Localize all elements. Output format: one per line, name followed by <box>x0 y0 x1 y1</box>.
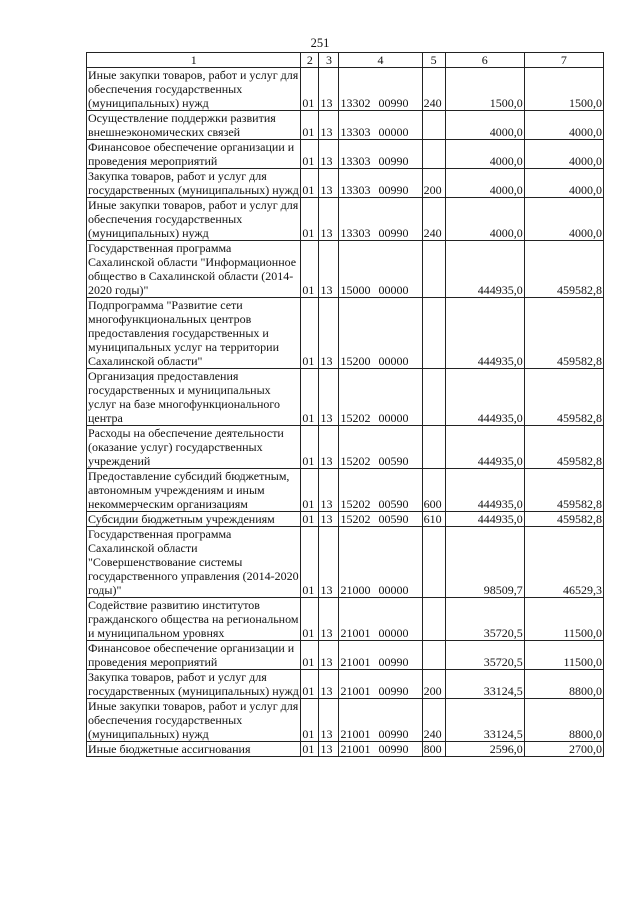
amount-column-6: 4000,0 <box>445 140 524 169</box>
row-description: Государственная программа Сахалинской области "Совершенствование системы государственного управления (2014-2020 годы)" <box>87 527 301 598</box>
subsection-code: 13 <box>319 68 339 111</box>
column-header: 7 <box>524 53 603 68</box>
row-description: Субсидии бюджетным учреждениям <box>87 512 301 527</box>
target-article-code <box>339 298 422 369</box>
subsection-code: 13 <box>319 469 339 512</box>
expense-type-code: 240 <box>422 699 445 742</box>
target-article-code <box>339 169 422 198</box>
page-number: 251 <box>310 36 330 50</box>
row-description: Финансовое обеспечение организации и проведения мероприятий <box>87 140 301 169</box>
row-description: Иные закупки товаров, работ и услуг для обеспечения государственных (муниципальных) нужд <box>87 68 301 111</box>
target-article-code <box>339 742 422 757</box>
section-code: 01 <box>301 742 319 757</box>
row-description: Иные закупки товаров, работ и услуг для обеспечения государственных (муниципальных) нужд <box>87 198 301 241</box>
target-article-part-2: 00990 <box>378 742 409 756</box>
column-header: 6 <box>445 53 524 68</box>
section-code: 01 <box>301 140 319 169</box>
table-row <box>87 426 604 469</box>
row-description: Государственная программа Сахалинской области "Информационное общество в Сахалинской области (2014-2020 годы)" <box>87 241 301 298</box>
amount-column-7: 4000,0 <box>524 198 603 241</box>
expense-type-code <box>422 140 445 169</box>
subsection-code: 13 <box>319 598 339 641</box>
header-row <box>87 53 604 68</box>
expense-type-code <box>422 641 445 670</box>
amount-column-7: 459582,8 <box>524 469 603 512</box>
subsection-code: 13 <box>319 742 339 757</box>
subsection-code: 13 <box>319 527 339 598</box>
target-article-part-1: 21001 <box>340 742 371 756</box>
amount-column-7: 8800,0 <box>524 670 603 699</box>
amount-column-7: 11500,0 <box>524 598 603 641</box>
amount-column-6: 2596,0 <box>445 742 524 757</box>
target-article-part-2: 00990 <box>378 183 409 197</box>
table-row <box>87 111 604 140</box>
target-article-part-2: 00990 <box>378 154 409 168</box>
expense-type-code <box>422 426 445 469</box>
column-header: 2 <box>301 53 319 68</box>
expense-type-code: 200 <box>422 169 445 198</box>
amount-column-6: 444935,0 <box>445 241 524 298</box>
target-article-code <box>339 641 422 670</box>
amount-column-6: 4000,0 <box>445 198 524 241</box>
target-article-part-2: 00990 <box>378 96 409 110</box>
subsection-code: 13 <box>319 641 339 670</box>
section-code: 01 <box>301 598 319 641</box>
table-row <box>87 512 604 527</box>
amount-column-7: 11500,0 <box>524 641 603 670</box>
expense-type-code: 600 <box>422 469 445 512</box>
subsection-code: 13 <box>319 426 339 469</box>
table-row <box>87 469 604 512</box>
target-article-code <box>339 111 422 140</box>
target-article-part-2: 00000 <box>378 583 409 597</box>
section-code: 01 <box>301 68 319 111</box>
row-description: Закупка товаров, работ и услуг для государственных (муниципальных) нужд <box>88 670 299 698</box>
section-code: 01 <box>301 111 319 140</box>
amount-column-7: 1500,0 <box>524 68 603 111</box>
section-code: 01 <box>301 699 319 742</box>
subsection-code: 13 <box>319 670 339 699</box>
target-article-code <box>339 426 422 469</box>
target-article-part-1: 13303 <box>340 183 371 197</box>
amount-column-6: 1500,0 <box>445 68 524 111</box>
amount-column-6: 33124,5 <box>445 699 524 742</box>
row-description: Расходы на обеспечение деятельности (оказание услуг) государственных учреждений <box>87 426 301 469</box>
target-article-code <box>339 512 422 527</box>
subsection-code: 13 <box>319 298 339 369</box>
expense-type-code: 240 <box>422 68 445 111</box>
section-code: 01 <box>301 241 319 298</box>
section-code: 01 <box>301 469 319 512</box>
target-article-code <box>339 140 422 169</box>
subsection-code: 13 <box>319 369 339 426</box>
subsection-code: 13 <box>319 699 339 742</box>
row-description: Подпрограмма "Развитие сети многофункциональных центров предоставления государственных и муниципальных услуг на территории Сахалинской области" <box>87 298 301 369</box>
amount-column-6: 444935,0 <box>445 512 524 527</box>
expense-type-code <box>422 241 445 298</box>
expense-type-code: 800 <box>422 742 445 757</box>
table-row <box>87 140 604 169</box>
amount-column-7: 459582,8 <box>524 369 603 426</box>
target-article-part-2: 00590 <box>378 497 409 511</box>
target-article-part-2: 00000 <box>378 283 409 297</box>
amount-column-6: 444935,0 <box>445 298 524 369</box>
amount-column-6: 444935,0 <box>445 426 524 469</box>
amount-column-7: 4000,0 <box>524 140 603 169</box>
row-description: Финансовое обеспечение организации и проведения мероприятий <box>87 641 301 670</box>
table-row <box>87 198 604 241</box>
amount-column-7: 4000,0 <box>524 111 603 140</box>
expense-type-code <box>422 369 445 426</box>
amount-column-6: 4000,0 <box>445 111 524 140</box>
target-article-part-1: 13303 <box>340 125 371 139</box>
row-description: Содействие развитию институтов гражданского общества на региональном и муниципальном уровнях <box>87 598 301 641</box>
subsection-code: 13 <box>319 169 339 198</box>
subsection-code: 13 <box>319 140 339 169</box>
amount-column-6: 35720,5 <box>445 598 524 641</box>
target-article-code <box>339 241 422 298</box>
amount-column-7: 46529,3 <box>524 527 603 598</box>
target-article-code <box>339 527 422 598</box>
target-article-part-1: 15202 <box>340 512 371 526</box>
row-description: Осуществление поддержки развития внешнеэкономических связей <box>87 111 301 140</box>
target-article-part-1: 13302 <box>340 96 371 110</box>
table-row <box>87 670 604 699</box>
subsection-code: 13 <box>319 512 339 527</box>
target-article-code <box>339 670 422 699</box>
column-header: 1 <box>87 53 301 68</box>
row-description: Организация предоставления государственных и муниципальных услуг на базе многофункционального центра <box>87 369 301 426</box>
table-row <box>87 527 604 598</box>
table-row <box>87 598 604 641</box>
row-description: Иные бюджетные ассигнования <box>87 742 301 757</box>
subsection-code: 13 <box>319 241 339 298</box>
target-article-part-1: 21001 <box>340 727 371 741</box>
target-article-part-2: 00000 <box>378 411 409 425</box>
amount-column-6: 35720,5 <box>445 641 524 670</box>
target-article-part-2: 00590 <box>378 512 409 526</box>
subsection-code: 13 <box>319 111 339 140</box>
amount-column-6: 444935,0 <box>445 369 524 426</box>
section-code: 01 <box>301 369 319 426</box>
target-article-part-1: 13303 <box>340 226 371 240</box>
target-article-part-2: 00000 <box>378 626 409 640</box>
amount-column-6: 4000,0 <box>445 169 524 198</box>
amount-column-7: 459582,8 <box>524 426 603 469</box>
table-row <box>87 641 604 670</box>
table-row <box>87 298 604 369</box>
table-row <box>87 169 604 198</box>
amount-column-6: 33124,5 <box>445 670 524 699</box>
target-article-part-2: 00000 <box>378 125 409 139</box>
target-article-code <box>339 598 422 641</box>
target-article-code <box>339 198 422 241</box>
expense-type-code: 200 <box>422 670 445 699</box>
table-row <box>87 68 604 111</box>
table-row <box>87 369 604 426</box>
row-description: Иные закупки товаров, работ и услуг для обеспечения государственных (муниципальных) нужд <box>87 699 301 742</box>
section-code: 01 <box>301 641 319 670</box>
target-article-part-2: 00990 <box>378 684 409 698</box>
expense-type-code <box>422 111 445 140</box>
amount-column-6: 444935,0 <box>445 469 524 512</box>
amount-column-7: 459582,8 <box>524 298 603 369</box>
target-article-part-2: 00000 <box>378 354 409 368</box>
column-header: 5 <box>422 53 445 68</box>
target-article-part-1: 15202 <box>340 454 371 468</box>
budget-table <box>86 52 604 757</box>
target-article-code <box>339 68 422 111</box>
target-article-part-2: 00990 <box>378 655 409 669</box>
target-article-part-1: 21001 <box>340 684 371 698</box>
target-article-part-1: 21001 <box>340 655 371 669</box>
target-article-part-2: 00990 <box>378 226 409 240</box>
table-row <box>87 699 604 742</box>
expense-type-code <box>422 298 445 369</box>
target-article-part-2: 00590 <box>378 454 409 468</box>
target-article-code <box>339 469 422 512</box>
target-article-code <box>339 699 422 742</box>
expense-type-code: 610 <box>422 512 445 527</box>
section-code: 01 <box>301 426 319 469</box>
amount-column-6: 98509,7 <box>445 527 524 598</box>
target-article-part-1: 15202 <box>340 497 371 511</box>
target-article-part-1: 15000 <box>340 283 371 297</box>
amount-column-7: 8800,0 <box>524 699 603 742</box>
subsection-code: 13 <box>319 198 339 241</box>
amount-column-7: 2700,0 <box>524 742 603 757</box>
section-code: 01 <box>301 169 319 198</box>
target-article-part-2: 00990 <box>378 727 409 741</box>
section-code: 01 <box>301 527 319 598</box>
amount-column-7: 459582,8 <box>524 512 603 527</box>
section-code: 01 <box>301 198 319 241</box>
expense-type-code: 240 <box>422 198 445 241</box>
row-description: Предоставление субсидий бюджетным, автономным учреждениям и иным некоммерческим организациям <box>87 469 301 512</box>
expense-type-code <box>422 527 445 598</box>
amount-column-7: 459582,8 <box>524 241 603 298</box>
row-description: Закупка товаров, работ и услуг для государственных (муниципальных) нужд <box>88 169 299 197</box>
section-code: 01 <box>301 298 319 369</box>
target-article-code <box>339 369 422 426</box>
target-article-part-1: 13303 <box>340 154 371 168</box>
amount-column-7: 4000,0 <box>524 169 603 198</box>
table-row <box>87 742 604 757</box>
column-header: 4 <box>339 53 422 68</box>
expense-type-code <box>422 598 445 641</box>
target-article-part-1: 21001 <box>340 626 371 640</box>
target-article-part-1: 15202 <box>340 411 371 425</box>
table-row <box>87 241 604 298</box>
column-header: 3 <box>319 53 339 68</box>
table-body <box>87 68 604 757</box>
target-article-part-1: 21000 <box>340 583 371 597</box>
target-article-part-1: 15200 <box>340 354 371 368</box>
section-code: 01 <box>301 512 319 527</box>
section-code: 01 <box>301 670 319 699</box>
